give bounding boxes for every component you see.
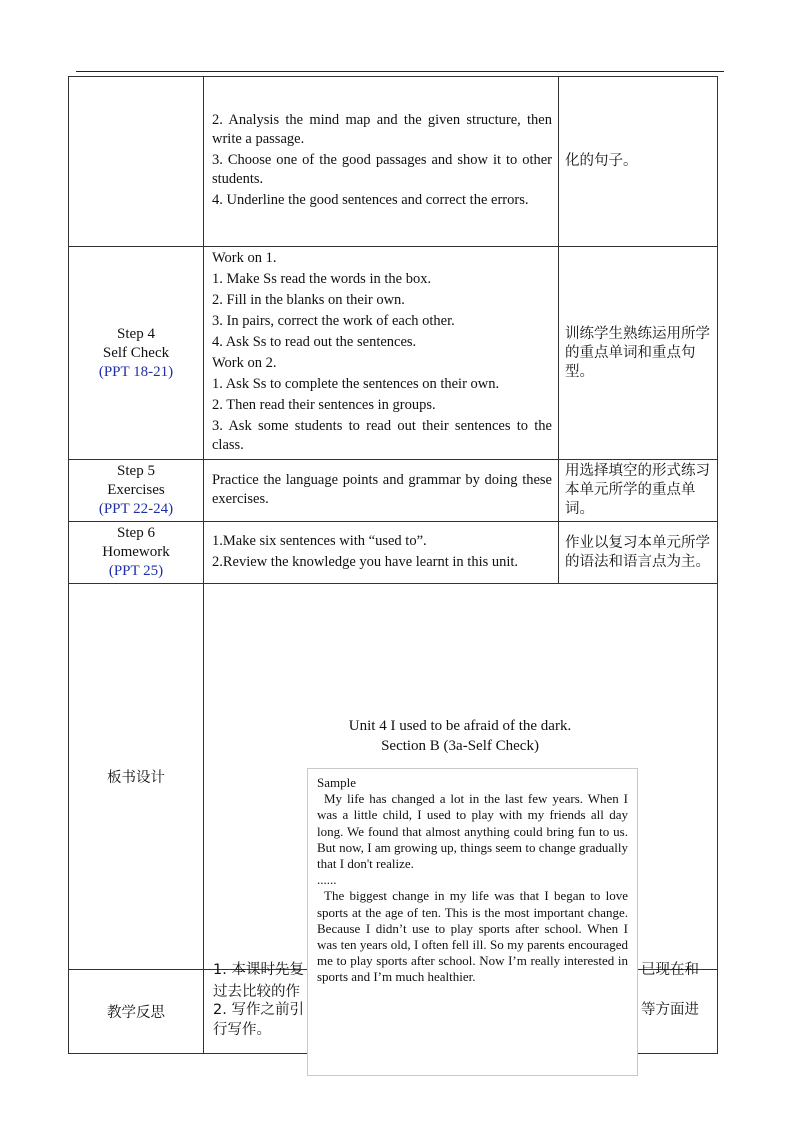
step-number: Step 6 [117,525,155,541]
procedure-cell [204,460,559,522]
table-row [69,522,718,584]
header-rule [76,71,724,72]
table-row [69,247,718,460]
sample-heading: Sample [317,775,356,790]
sample-paragraph: The biggest change in my life was that I began to love sports at the age of ten. This is the most important change. Because I didn’t use to play sports after school. When I was ten years old, I often fell ill. So my parents encouraged me to play sports after school. Now I’m really interested in sports and I’m much healthier. [317,888,628,985]
sample-passage-box [307,768,638,1076]
procedure-item: 2. Analysis the mind map and the given structure, then write a passage. [212,112,552,147]
procedure-item: 1. Ask Ss to complete the sentences on their own. [212,376,500,392]
table-row [69,77,718,247]
procedure-item: 2.Review the knowledge you have learnt in this unit. [212,553,519,570]
step-name: Exercises [107,482,165,498]
reflection-line-end: 已现在和 [641,962,699,978]
step-number: Step 5 [117,463,155,479]
procedure-item: 3. Choose one of the good passages and show it to other students. [212,152,552,187]
step-cell [69,247,204,460]
aim-cell: 作业以复习本单元所学的语法和语言点为主。 [559,522,718,584]
ppt-reference: (PPT 25) [108,563,164,579]
aim-cell: 化的句子。 [559,77,718,247]
procedure-item: 4. Underline the good sentences and correct the errors. [212,192,529,208]
reflection-line: 2. 写作之前引 [213,1002,304,1018]
procedure-cell [204,522,559,584]
aim-cell: 训练学生熟练运用所学的重点单词和重点句型。 [559,247,718,460]
reflection-line-end: 等方面进 [641,1002,699,1018]
procedure-item: 1. Make Ss read the words in the box. [212,271,432,287]
ppt-reference: (PPT 18-21) [98,363,174,380]
step-name: Self Check [102,344,170,361]
procedure-item: Practice the language points and grammar by doing these exercises. [212,471,552,507]
procedure-cell [204,247,559,460]
board-title-line1: Unit 4 I used to be afraid of the dark. [348,718,572,734]
board-title-line2: Section B (3a-Self Check) [381,738,539,754]
reflection-line: 1. 本课时先复 [213,962,304,978]
step-cell [69,77,204,247]
board-design-label: 板书设计 [69,584,204,970]
sample-ellipsis: ...... [317,872,337,888]
step-name: Homework [102,544,170,560]
procedure-item: 2. Fill in the blanks on their own. [212,292,405,308]
table-row [69,460,718,522]
reflection-line: 行写作。 [213,1022,271,1038]
procedure-item: 2. Then read their sentences in groups. [212,397,436,413]
procedure-item: 4. Ask Ss to read out the sentences. [212,334,417,350]
reflection-label: 教学反思 [69,970,204,1054]
step-number: Step 4 [117,325,155,342]
procedure-item: 1.Make six sentences with “used to”. [212,532,427,549]
procedure-item: Work on 2. [212,355,277,371]
procedure-item: Work on 1. [212,250,277,266]
step-cell [69,460,204,522]
sample-paragraph: My life has changed a lot in the last few years. When I was a little child, I used to play with my friends all day long. We found that almost anything could bring fun to us. But now, I am growing up, things seem to change gradually that I don't realize. [317,791,628,872]
procedure-cell [204,77,559,247]
ppt-reference: (PPT 22-24) [98,501,174,517]
procedure-item: 3. In pairs, correct the work of each other. [212,313,455,329]
aim-cell: 用选择填空的形式练习本单元所学的重点单词。 [559,460,718,522]
procedure-item: 3. Ask some students to read out their sentences to the class. [212,418,552,453]
reflection-line: 过去比较的作 [213,984,300,1000]
step-cell [69,522,204,584]
